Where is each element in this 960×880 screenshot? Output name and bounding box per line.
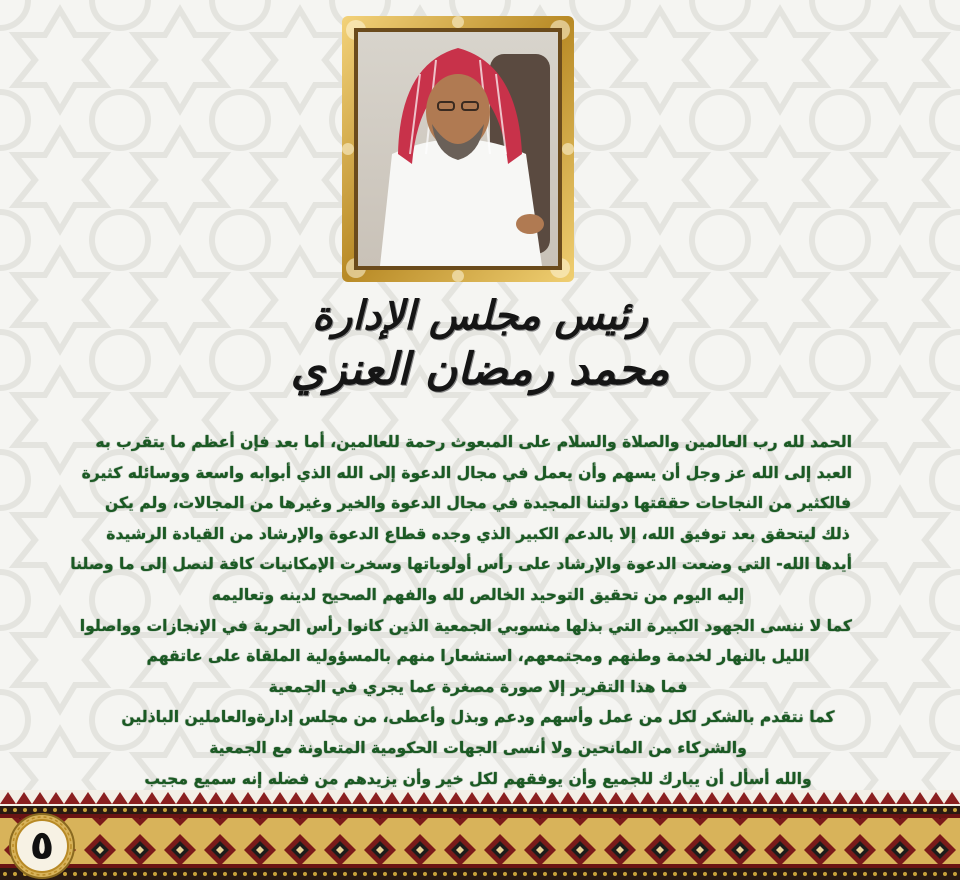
chairman-portrait [340,14,576,284]
letter-line: الحمد لله رب العالمين والصلاة والسلام على المبعوث رحمة للعالمين، أما بعد فإن أعظم ما يتقرب به [95,433,852,451]
page-number: ٥ [29,823,55,869]
decorative-border [0,790,960,880]
letter-line: كما لا ننسى الجهود الكبيرة التي بذلها منسوبي الجمعية الذين كانوا رأس الحربة في الإنجازات وواصلوا [79,616,852,635]
title-block [250,290,710,398]
page-title: رئيس مجلس الإدارة [312,292,648,339]
portrait-frame-icon [340,14,576,284]
letter-line: أيدها الله- التي وضعت الدعوة والإرشاد على رأس أولوياتها وسخرت الإمكانيات كافة لنصل إلى ما وصلنا [70,555,852,574]
chairman-name: محمد رمضان العنزي [290,344,670,395]
letter-line: إليه اليوم من تحقيق التوحيد الخالص لله والفهم الصحيح لدينه وتعاليمه [211,585,745,604]
letter-line: كما نتقدم بالشكر لكل من عمل وأسهم ودعم وبذل وأعطى، من مجلس إدارةوالعاملين الباذلين [121,708,835,727]
letter-line: والشركاء من المانحين ولا أنسى الجهات الحكومية المتعاونة مع الجمعية [209,738,747,757]
letter-line: العبد إلى الله عز وجل أن يسهم وأن يعمل في مجال الدعوة إلى الله الذي أبوابه واسعة ووسائله كثيرة [81,463,852,482]
letter-line: الليل بالنهار لخدمة وطنهم ومجتمعهم، استشعارا منهم بالمسؤولية الملقاة على عاتقهم [146,647,810,666]
letter-line: فالكثير من النجاحات حققتها دولتنا المجيدة في مجال الدعوة والخير وغيرها من المجالات، ولم يكن [104,494,852,513]
letter-line: ذلك ليتحقق بعد توفيق الله، إلا بالدعم الكبير الذي وجده قطاع الدعوة والإرشاد من القيادة الرشيدة [106,524,850,543]
letter-line: والله أسأل أن يبارك للجميع وأن يوفقهم لكل خير وأن يزيدهم من فضله إنه سميع مجيب [144,769,812,788]
chairman-letter [70,427,852,794]
letter-line: فما هذا التقرير إلا صورة مصغرة عما يجري في الجمعية [268,677,688,696]
